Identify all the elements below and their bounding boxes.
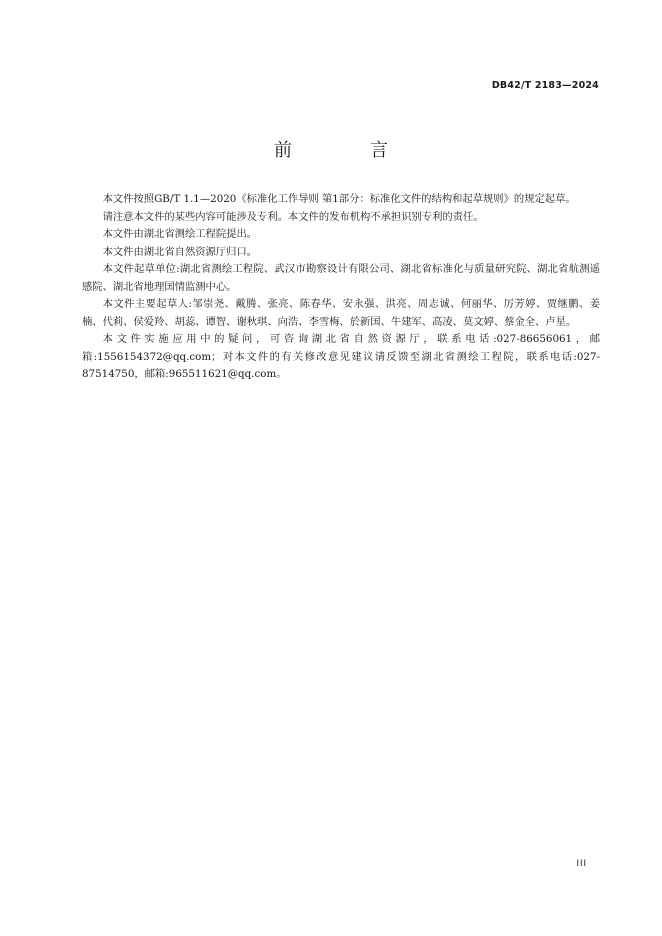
document-body — [82, 191, 600, 384]
paragraph-administrator: 本文件由湖北省自然资源厅归口。 — [102, 245, 258, 258]
paragraph-drafting-rules: 本文件按照GB/T 1.1—2020《标准化工作导则 第1部分：标准化文件的结构和起草规则》的规定起草。 — [102, 193, 576, 205]
document-code: DB42/T 2183—2024 — [491, 80, 599, 91]
paragraph-contact-info: 本文件实施应用中的疑问，可咨询湖北省自然资源厅，联系电话:027-86656061，邮箱:1556154372@qq.com；对本文件的有关修改意见建议请反馈至湖北省测绘工程院，联系电话:027-87514750，邮箱:965511621@qq.com。 — [82, 333, 600, 380]
paragraph-patent-notice: 请注意本文件的某些内容可能涉及专利。本文件的发布机构不承担识别专利的责任。 — [102, 210, 484, 223]
paragraph-drafters: 本文件主要起草人:邹崇尧、戴腾、张亮、陈春华、安永强、洪亮、周志诚、何丽华、厉芳婷、贾继鹏、姜楠、代莉、侯爱羚、胡蕊、谭智、谢秋琪、向浩、李雪梅、於新国、牛建军、高凌、莫文婷、蔡金全、卢星。 — [82, 298, 600, 328]
paragraph-drafting-units: 本文件起草单位:湖北省测绘工程院、武汉市勘察设计有限公司、湖北省标准化与质量研究院、湖北省航测遥感院、湖北省地理国情监测中心。 — [82, 263, 600, 293]
page-number: III — [576, 858, 587, 868]
page-title: 前 言 — [274, 140, 418, 161]
paragraph-proposer: 本文件由湖北省测绘工程院提出。 — [102, 228, 258, 240]
